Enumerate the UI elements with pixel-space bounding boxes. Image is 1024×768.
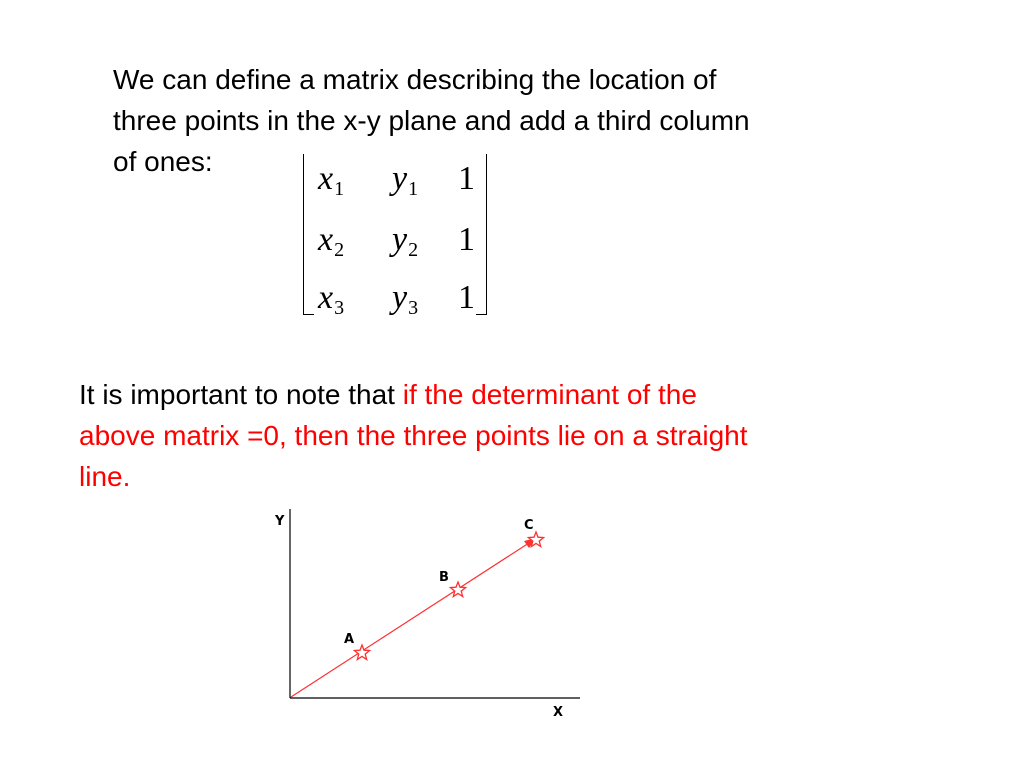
point-label-c: C (524, 518, 534, 533)
x-axis-label: X (553, 705, 564, 720)
point-label-b: B (439, 570, 449, 585)
straight-line (291, 541, 532, 697)
matrix-cell-x2: $x_2$ (318, 221, 345, 261)
note-line-2-red: above matrix =0, then the three points lie on a straight (79, 420, 748, 451)
matrix-cell-y2: $y_2$ (392, 221, 419, 261)
matrix-cell-one-2: 1 (458, 221, 475, 258)
note-line-1-red: if the determinant of the (402, 379, 697, 410)
matrix-cell-one-1: 1 (458, 160, 475, 197)
y-axis-label: Y (275, 514, 285, 529)
note-line-3-red: line. (79, 461, 131, 492)
point-label-a: A (344, 632, 355, 647)
intro-line-1: We can define a matrix describing the location of (113, 64, 717, 95)
matrix-cell-y1: $y_1$ (392, 160, 419, 200)
matrix-cell-x1: $x_1$ (318, 160, 345, 200)
intro-line-3: of ones: (113, 146, 213, 177)
matrix-cell-x3: $x_3$ (318, 279, 345, 319)
intro-line-2: three points in the x-y plane and add a third column (113, 105, 750, 136)
matrix-cell-one-3: 1 (458, 279, 475, 316)
point-b-star-icon (450, 582, 465, 597)
matrix-cell-y3: $y_3$ (392, 279, 419, 319)
note-line-1-black: It is important to note that (79, 379, 403, 410)
